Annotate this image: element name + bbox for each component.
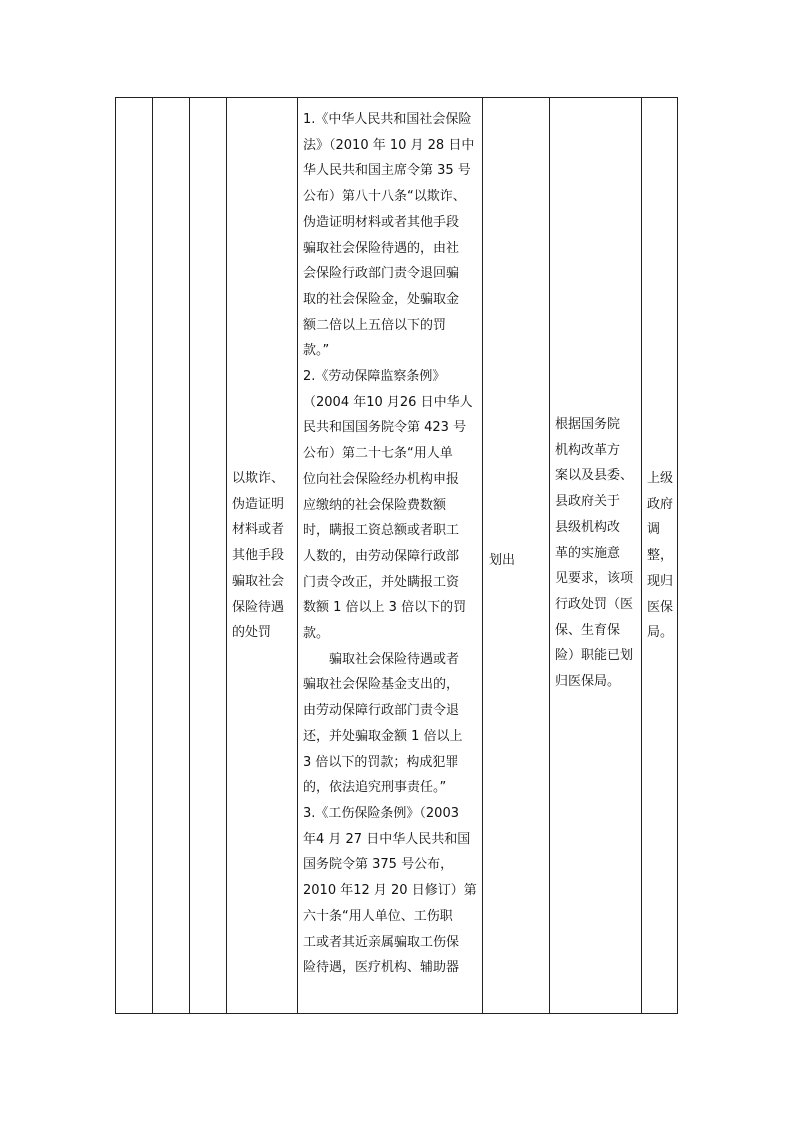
item-name-line: 的处罚	[232, 625, 272, 641]
legal-basis-line: 2010 年12 月 20 日修订）第	[303, 883, 477, 899]
legal-basis-line: 2.《劳动保障监察条例》	[303, 369, 446, 385]
document-table	[115, 97, 678, 1014]
legal-basis-line: 款。”	[303, 343, 330, 359]
remark-line: 上级	[647, 471, 674, 486]
column-divider	[152, 98, 153, 1013]
reason-line: 机构改革方	[555, 442, 621, 458]
reason-line: 案以及县委、	[555, 468, 634, 484]
legal-basis-line: 1.《中华人民共和国社会保险	[303, 112, 472, 127]
legal-basis-line: 华人民共和国主席令第 35 号	[303, 163, 471, 179]
reason-line: 保、生育保	[555, 622, 621, 638]
item-name-line: 保险待遇	[232, 599, 285, 615]
legal-basis-line: 公布）第八十八条“以欺诈、	[303, 189, 466, 205]
legal-basis-line: 会保险行政部门责令退回骗	[303, 266, 460, 282]
legal-basis-line: 3.《工伤保险条例》（2003	[303, 805, 459, 821]
column-divider	[297, 98, 298, 1013]
legal-basis-line: 人数的，由劳动保障行政部	[303, 548, 460, 564]
reason-line: 根据国务院	[555, 417, 621, 432]
legal-basis-line: 骗取社会保险待遇或者	[329, 651, 460, 667]
adjustment-reason-cell	[555, 412, 633, 695]
legal-basis-line: 国务院令第 375 号公布，	[303, 857, 454, 873]
item-name-line: 其他手段	[232, 548, 285, 564]
legal-basis-cell	[303, 107, 477, 981]
legal-basis-line: 骗取社会保险待遇的，由社	[303, 240, 460, 256]
legal-basis-line: 工或者其近亲属骗取工伤保	[303, 934, 460, 950]
reason-line: 县级机构改	[555, 519, 621, 535]
legal-basis-line: 险待遇，医疗机构、辅助器	[303, 960, 460, 976]
legal-basis-line: 额二倍以上五倍以下的罚	[303, 317, 447, 333]
legal-basis-line: 位向社会保险经办机构申报	[303, 471, 460, 487]
legal-basis-line: （2004 年10 月26 日中华人	[303, 394, 473, 410]
legal-basis-line: 还，并处骗取金额 1 倍以上	[303, 728, 463, 744]
reason-line: 见要求，该项	[555, 571, 634, 587]
legal-basis-line: 应缴纳的社会保险费数额	[303, 497, 447, 513]
legal-basis-line: 3 倍以下的罚款；构成犯罪	[303, 754, 459, 770]
legal-basis-line: 法》（2010 年 10 月 28 日中	[303, 137, 475, 153]
reason-line: 归医保局。	[555, 674, 621, 690]
legal-basis-line: 的，依法追究刑事责任。”	[303, 780, 447, 796]
legal-basis-line: 公布）第二十七条“用人单	[303, 446, 453, 462]
legal-basis-line: 伪造证明材料或者其他手段	[303, 214, 460, 230]
remark-line: 调	[647, 522, 661, 538]
item-name-line: 材料或者	[232, 522, 285, 538]
legal-basis-line: 款。	[303, 626, 330, 642]
column-divider	[549, 98, 550, 1013]
reason-line: 革的实施意	[555, 545, 621, 561]
adjustment-type-cell	[489, 548, 515, 574]
legal-basis-line: 门责令改正，并处瞒报工资	[303, 574, 460, 590]
column-divider	[641, 98, 642, 1013]
legal-basis-line: 数额 1 倍以上 3 倍以下的罚	[303, 600, 467, 616]
remark-cell	[647, 466, 673, 646]
legal-basis-line: 时，瞒报工资总额或者职工	[303, 523, 460, 539]
column-divider	[189, 98, 190, 1013]
legal-basis-line: 民共和国国务院令第 423 号	[303, 420, 467, 436]
legal-basis-line: 取的社会保险金，处骗取金	[303, 291, 460, 307]
column-divider	[226, 98, 227, 1013]
adjustment-type: 划出	[489, 553, 516, 568]
legal-basis-line: 骗取社会保险基金支出的，	[303, 677, 460, 693]
legal-basis-line: 六十条“用人单位、工伤职	[303, 908, 453, 924]
item-name-line: 骗取社会	[232, 573, 285, 589]
remark-line: 局。	[647, 625, 674, 641]
item-name-line: 以欺诈、	[232, 471, 285, 486]
item-name-line: 伪造证明	[232, 496, 285, 512]
remark-line: 医保	[647, 599, 674, 615]
legal-basis-line: 由劳动保障行政部门责令退	[303, 703, 460, 719]
reason-line: 县政府关于	[555, 494, 621, 510]
remark-line: 政府	[647, 496, 674, 512]
item-name-cell	[232, 466, 284, 646]
legal-basis-line: 年4 月 27 日中华人民共和国	[303, 831, 471, 847]
column-divider	[482, 98, 483, 1013]
remark-line: 现归	[647, 573, 674, 589]
reason-line: 行政处罚（医	[555, 596, 634, 612]
remark-line: 整，	[647, 548, 674, 564]
reason-line: 险）职能已划	[555, 648, 634, 664]
